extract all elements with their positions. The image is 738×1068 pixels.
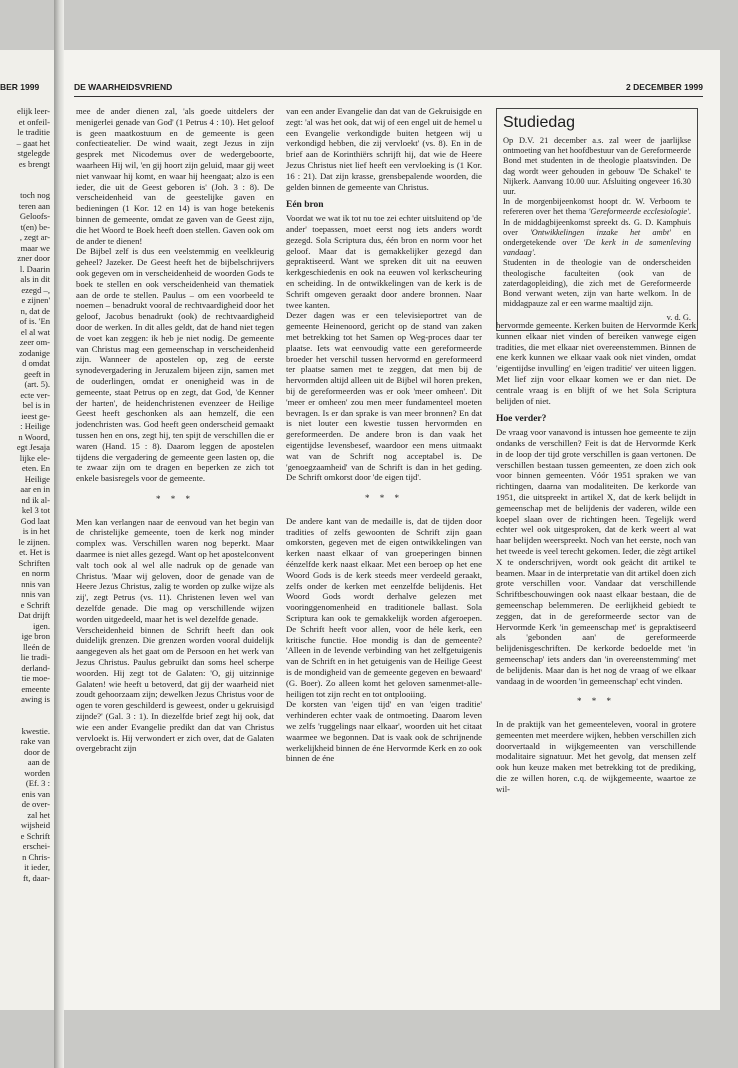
box-title: Studiedag [503, 114, 576, 131]
text-run: en ondergetekende over [503, 227, 691, 248]
section-separator: * * * [577, 696, 615, 707]
paragraph: De vraag voor vanavond is intussen hoe gemeente te zijn ondanks de verschillen? Feit is dat de Hervormde Kerk in de loop der tijd grote verschillen is gaan vertonen. De verschillen bestaan tussen gemeenten, ze doen zich ook voor binnen gemeenten. Vóór 1951 spraken we van richtingen, daarna van modaliteiten. De kerkorde van 1951, die uitspreekt in artikel X, dat de kerk belijdt in gemeenschap met de belijdenis der vaderen, wilde een koepel slaan over de richtingen heen. Tegelijk werd echter wel ook uitgesproken, dat de kerk weert al wat haar belijden weerspreekt. Noch van het eerste, noch van het tweede is veel terecht gekomen. Ieder, die zègt artikel X te onderschrijven, wordt ook geächt dit artikel te beamen. Maar in de interpretatie van dit artikel doen zich grote verschillen voor. Vandaar dat verschillende Schriftbeschouwingen ook naast elkaar bestaan, die de gemeenschap belemmeren. De eerlijkheid gebiedt te zeggen, dat in de gereformeerde sector van de Hervormde Kerk 'in gemeenschap met' is gepraktiseerd als 'gebonden aan' de gereformeerde belijdenisgeschriften. De kerkorde bedoelde met 'in gemeenschap' iets anders dan 'in overeenstemming' met de belijdenis. Maar dan is het nog de vraag of we elkaar vandaag in de woorden 'in gemeenschap' echt vinden. [496, 427, 696, 686]
paragraph: van een ander Evangelie dan dat van de Gekruisigde en zegt: 'al was het ook, dat wij of een engel uit de hemel u een Evangelie verkondigde buiten hetgeen wij u verkondigd hebben, die zij vervloekt' (vs. 8). En in de brief aan de Korinthiërs schrijft hij, dat wie de Heere Jezus Christus niet lief heeft een vervloeking is (1 Kor. 16 : 21). Dat zijn krasse, grensbepalende woorden, die gelden binnen de gemeente van Christus. [286, 106, 482, 192]
paragraph: De korsten van 'eigen tijd' en van 'eigen traditie' verhinderen echter vaak de ontmoeting. Daarom leven we zelfs 'ruggelings naar elkaar', woorden uit het citaat waarmee we begonnen. Dat is vaak ook de schrijnende werkelijkheid binnen de éne Hervormde Kerk en zo ook binnen de éne [286, 699, 482, 764]
box-paragraph: Studenten in de theologie van de onderscheiden theologische faculteiten (ook van de zaterdagopleiding), die zich met de Gereformeerde Bond verwant weten, zijn van harte welkom. In de middagpauze zal er een warme maaltijd zijn. [503, 258, 691, 309]
left-page-header: BER 1999 [0, 82, 40, 92]
left-page-fragment [0, 50, 54, 1010]
paragraph: Men kan verlangen naar de eenvoud van het begin van de christelijke gemeente, toen de kerk nog minder complex was. Verschillen waren nog beperkt. Maar daarmee is niet alles gezegd. Want op het apostelconvent valt toch ook al wel alle nadruk op de genade van Christus. 'Maar wij geloven, door de genade van de Heere Jezus Christus, zalig te worden op zulke wijze als zij', zegt Petrus (vs. 11). Christenen leven wel van dezelfde genade. Die mag op verschillende wijzen worden uitgedeeld, maar het is wel dezelfde genade. [76, 516, 274, 624]
text-run-italic: 'De kerk in de samenleving vandaag' [503, 238, 692, 258]
section-separator: * * * [365, 493, 403, 504]
paragraph: mee de ander dienen zal, 'als goede uitdelers der menigerlei genade van God' (1 Petrus 4 : 10). Het geloof is geen maatkostuum en de gemeente is geen confectieatelier. De wind waait, zegt Jezus in zijn gesprek met Nicodemus over de wedergeboorte, waarheen Hij wil, 'en gij hoort zijn geluid, maar gij weet niet vanwaar hij komt, en waar hij heengaat; alzo is een ieder, die uit de Geest geboren is' (Joh. 3 : 8). De verscheidenheid van de geestelijke gaven en bedieningen (1 Kor. 12 en 14) is van hoge betekenis binnen de gemeente, omdat ze gaven van de Geest zijn, die het Woord te Boek heeft doen stellen. Gaven ook om de ander te dienen! [76, 106, 274, 246]
text-run: In de morgenbijeenkomst hoopt dr. W. Verboom te refereren over het thema [503, 197, 691, 217]
article-column-1 [76, 106, 274, 754]
page-spine [54, 0, 64, 1068]
paragraph: De Bijbel zelf is dus een veelstemmig en veelkleurig geheel? Jazeker. De Geest heeft het de bijbelschrijvers ook gegeven om in verscheidenheid de woorden Gods te boek te stellen en ook verscheidenheid van thematiek aan de orde te stellen. Paulus – om een voorbeeld te noemen – benadrukt vooral de rechtvaardigheid door het geloof, Jacobus benadrukt (ook) de rechtvaardigheid door de werken. In dit alles geldt, dat de hand niet tegen de voet kan zeggen: ik heb je niet nodig. De gemeente van Christus mag een gemeenschap in verscheidenheid zijn. Wanneer de apostelen op, zeg de eerste synodevergadering in Jeruzalem bijeen zijn, samen met de ouderlingen, omdat er onenigheid was in de gemeente, staat Petrus op en zegt, dat God, 'de Kenner der harten', de heidenchristenen evenzeer de Heilige Geest heeft geschonken als aan hemzelf, die een jodenchristen was. God heeft geen onderscheid gemaakt tussen hen en ons, zegt hij, ten spijt de verschillen die er waren (Hand. 15 : 8). Daarom leggen de apostelen tijdens die vergadering de gemeente geen lasten op, die te zwaar zijn om te dragen en beperken ze zich tot enkele basisregels voor de gemeente. [76, 246, 274, 484]
section-heading: Hoe verder? [496, 414, 547, 425]
box-paragraph [503, 197, 691, 258]
article-column-2 [286, 106, 482, 764]
paragraph: Voordat we wat ik tot nu toe zei echter uitsluitend op 'de ander' toepassen, moet eerst nog iets anders wordt gezegd. Sola Scriptura dus, één bron en norm voor het geloof. Maar dat is gemakkelijker gezegd dan gepraktiseerd. Want we spreken dit uit na eeuwen kerkgeschiedenis en ook na eeuwen vol kerkscheuring en scheiding. In de ontwikkelingen van de kerk is de Schrift omgeven geraakt door andere bronnen. Naar twee kanten. [286, 213, 482, 310]
text-run: . In de middagbijeenkomst spreekt ds. G. D. Kamphuis over [503, 207, 691, 237]
issue-date: 2 DECEMBER 1999 [625, 82, 703, 92]
article-column-3 [496, 320, 696, 795]
studiedag-announcement-box [496, 108, 698, 331]
left-page-text: elijk leer- et onfeil- le traditie – gaat het stgelegde es brengt toch nog teren aan Geloofs- t(en) be- , zegt ar- maar we zner door l. Daarin als in dit ezegd –, e zijnen' n, dat de of is. 'En el al wat zeer om- zodanige d omdat geeft in (art. 5). ecte ver- bel is in ieest ge- : Heilige n Woord, egt Jesaja lijke ele- eten. En Heilige aar en in nd ik al- kel 3 tot God laat is in het le zijnen. et. Het is Schriften en norm nnis van nnis van e Schrift Dat drijft igen. ige bron lleén de lie tradi- derland- tie moe- emeente awing is kwestie. rake van door de aan de worden (Ef. 3 : enis van de over- zal het wijsheid e Schrift erschei- n Chris- it ieder, ft, daar- [16, 106, 50, 883]
text-run-italic: 'Gereformeerde ecclesiologie' [588, 207, 689, 217]
box-paragraph: Op D.V. 21 december a.s. zal weer de jaarlijkse ontmoeting van het hoofdbestuur van de Gereformeerde Bond met studenten in de theologie plaatsvinden. De dag wordt weer gehouden in gebouw 'De Schakel' te Nijkerk. Aanvang 10.00 uur. Afsluiting ongeveer 16.30 uur. [503, 136, 691, 197]
text-run-italic: 'Ontwikkelingen inzake het ambt' [530, 227, 671, 237]
paragraph: In de praktijk van het gemeenteleven, vooral in grotere gemeenten met meerdere wijken, hebben verschillen zich doorvertaald in wijkgemeenten van verschillende modalitaire signatuur. Met het gevolg, dat mensen zelf ook hun keuze maken met betrekking tot de prediking, die ze willen horen, c.q. de wijkgemeente, waartoe ze wil- [496, 719, 696, 794]
page-header [74, 82, 703, 97]
section-separator: * * * [156, 493, 194, 504]
publication-title: DE WAARHEIDSVRIEND [74, 82, 173, 92]
text-run: . [533, 248, 536, 258]
section-heading: Eén bron [286, 200, 324, 211]
paragraph: Verscheidenheid binnen de Schrift heeft dan ook duidelijk grenzen. Die grenzen worden vooral duidelijk aangegeven als het gaat om de Persoon en het werk van Jezus Christus. Paulus gebruikt dan soms heel scherpe woorden. Hij zegt tot de Galaten: 'O, gij uitzinnige Galaten! wie heeft u betoverd, dat gij der waarheid niet zoudt gehoorzaam zijn; dewelken Jezus Christus voor de ogen te voren geschilderd is geweest, onder u gekruisigd zijnde?' (Gal. 3 : 1). In diezelfde brief zegt hij ook, dat wie een ander Evangelie predikt dan dat van Christus vervloekt is. Hij verwondert er zich over, dat de Galaten overgebracht zijn [76, 624, 274, 754]
box-signature: v. d. G. [666, 313, 691, 323]
paragraph: De andere kant van de medaille is, dat de tijden door tradities of zelfs gewoonten de Schrift zijn gaan omkorsten, gegeven met de eigen ontwikkelingen van kerken naast elkaar of van groeperingen binnen éénzelfde kerk naast elkaar. Met een beroep op het ene Woord Gods is de kerk steeds meer verdeeld geraakt, zelfs onder de kerken met eenzelfde belijdenis. Het Woord Gods wordt derhalve gelezen met vooringgenomenheid en traditionele ballast. Sola Scriptura kan ook te gemakkelijk worden afgeroepen. De Schrift heeft voor allen, voor de héle kerk, een kritische functie. Hoe mondig is dan de gemeente? 'Alleen in de levende verbinding van het zelfgetuigenis van de Schrift en in het getuigenis van de Heilige Geest is de mondigheid van de gemeente gegeven en bewaard' (G. Boer). Zo alleen komt het geloven samenmet-alle-heiligen tot zijn recht en tot ontplooiing. [286, 515, 482, 699]
newspaper-page [64, 50, 720, 1010]
paragraph: hervormde gemeente. Kerken buiten de Hervormde Kerk kunnen elkaar niet vinden of bereiken vanwege eigen tradities, die met elkaar niet overeenstemmen. Binnen de ene kerk kunnen we elkaar vaak ook niet vinden, omdat 'eigentijdse invulling' en 'eigen traditie' ver uiteen liggen. Met lief zijn voor elkaar komen we er dan niet. De centrale vraag is en blijft of we het Sola Scriptura belijden of niet. [496, 320, 696, 406]
paragraph: Dezer dagen was er een televisieportret van de gemeente Heinenoord, gericht op de stand van zaken met betrekking tot het Samen op Weg-proces daar ter plaatse. Iets wat eenvoudig vatte een gereformeerde broeder het verschil tussen hervormd en gereformeerd ter plaatse samen met te zeggen, dat men bij de hervormden altijd alleen uit de Bijbel wil horen preken, bij de gereformeerden was er ook 'meer omheen'. Dit 'meer er omheen' zou men meer fundamenteel moeten bevragen. Is er dan sprake is van meer bronnen? En dat is niet louter een kwestie tussen hervormden en gereformeerden. De andere bron is dan vaak het eigentijdse levensbesef, waardoor een mens uitmaakt wat van de Schrift nog acceptabel is. De 'genoegzaamheid' van de Schrift is dan in het geding. De Schrift omkorst door 'de eigen tijd'. [286, 310, 482, 483]
